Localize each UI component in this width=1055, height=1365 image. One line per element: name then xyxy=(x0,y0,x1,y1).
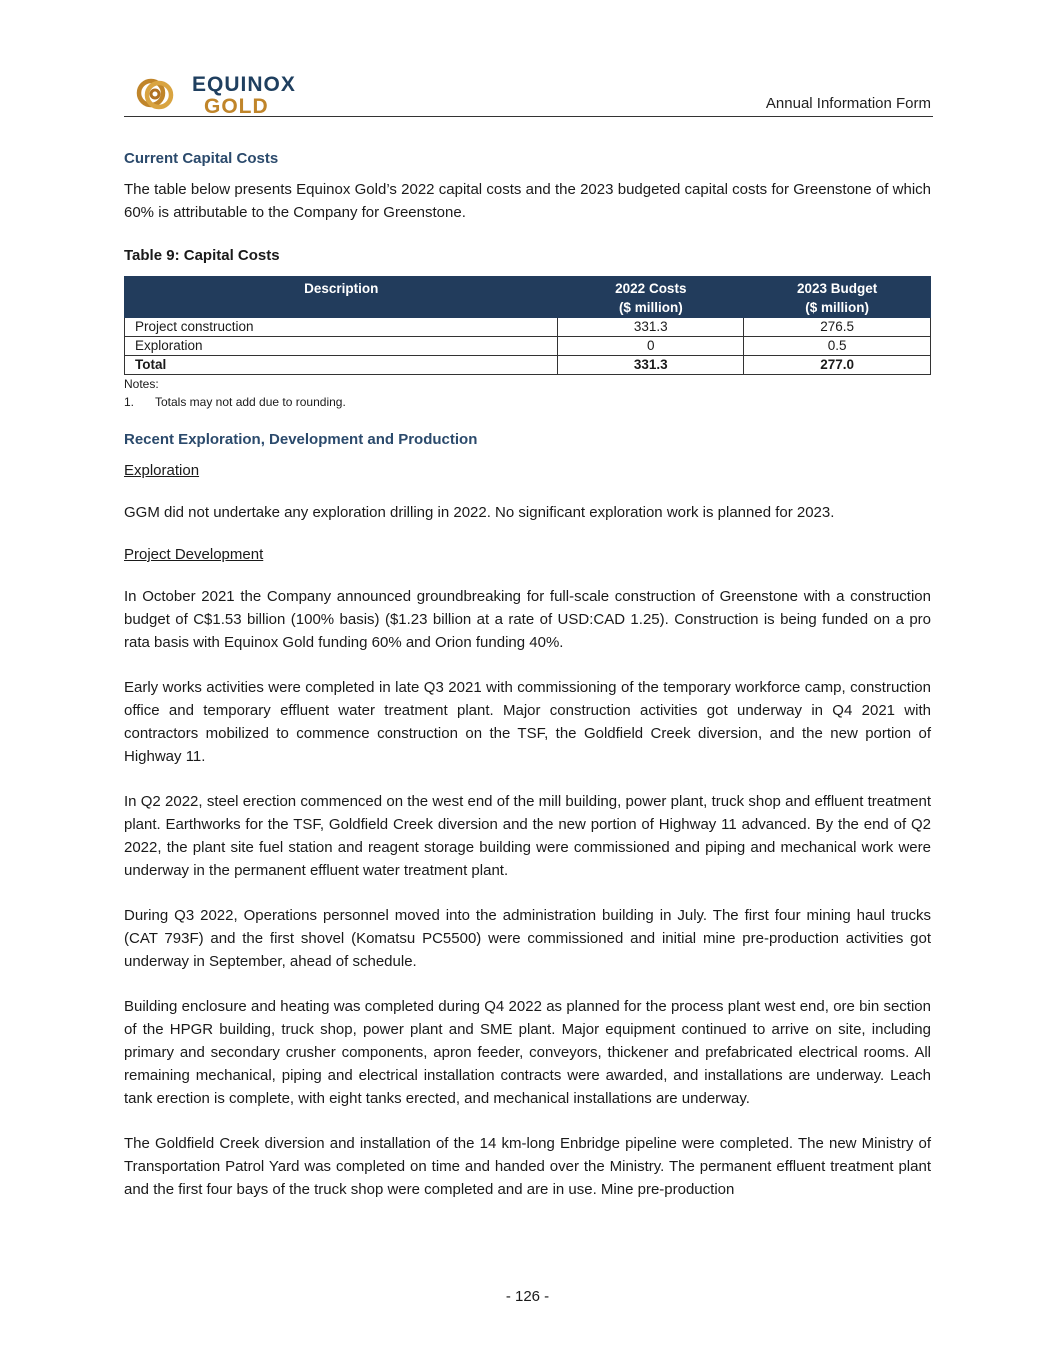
cell-description: Total xyxy=(125,356,558,375)
table-header-row xyxy=(125,277,931,318)
cell-description: Project construction xyxy=(125,318,558,337)
section-heading-recent-exploration: Recent Exploration, Development and Production xyxy=(124,431,478,448)
table-total-row xyxy=(125,356,931,375)
capital-costs-intro: The table below presents Equinox Gold’s 2022 capital costs and the 2023 budgeted capital costs for Greenstone of which 60% is attributable to the Company for Greenstone. xyxy=(124,181,931,221)
logo-text-gold: GOLD xyxy=(204,95,269,118)
column-header-2022-costs: 2022 Costs ($ million) xyxy=(558,277,744,318)
section-heading-capital-costs: Current Capital Costs xyxy=(124,150,279,167)
column-header-2023-budget: 2023 Budget ($ million) xyxy=(744,277,931,318)
table-row xyxy=(125,337,931,356)
paragraph-development-3: In Q2 2022, steel erection commenced on the west end of the mill building, power plant, truck shop and effluent treatment plant. Earthworks for the TSF, Goldfield Creek diversion and the new portion of Highway 11 advanced. By the end of Q2 2022, the plant site fuel station and reagent storage building were commissioned and piping and mechanical work were underway in the permanent effluent water treatment plant. xyxy=(124,793,931,879)
paragraph-development-1: In October 2021 the Company announced groundbreaking for full-scale construction of Greenstone with a construction budget of C$1.53 billion (100% basis) ($1.23 billion at a rate of USD:CAD 1.25). Construction is being funded on a pro rata basis with Equinox Gold funding 60% and Orion funding 40%. xyxy=(124,588,931,651)
page-content xyxy=(124,148,931,1201)
paragraph-exploration: GGM did not undertake any exploration drilling in 2022. No significant exploration work is planned for 2023. xyxy=(124,504,835,521)
cell-2023-budget: 277.0 xyxy=(744,356,931,375)
logo-swirl-icon xyxy=(134,73,176,115)
paragraph-development-5: Building enclosure and heating was completed during Q4 2022 as planned for the process plant west end, ore bin section of the HPGR building, truck shop, power plant and SME plant. Major equipment continued to arrive on site, including primary and secondary crusher components, apron feeder, conveyors, thickener and prefabricated electrical rooms. All remaining mechanical, piping and electrical installation contracts were awarded, and installations are underway. Leach tank erection is complete, with eight tanks erected, and mechanical installations are underway. xyxy=(124,998,931,1107)
subheading-project-development: Project Development xyxy=(124,546,264,563)
cell-2023-budget: 0.5 xyxy=(744,337,931,356)
cell-2022-costs: 331.3 xyxy=(558,318,744,337)
equinox-gold-logo xyxy=(134,72,304,116)
table-caption: Table 9: Capital Costs xyxy=(124,247,280,264)
page-header xyxy=(124,70,933,117)
cell-2023-budget: 276.5 xyxy=(744,318,931,337)
logo-text-equinox: EQUINOX xyxy=(192,73,296,96)
capital-costs-table xyxy=(124,276,931,375)
notes-label: Notes: xyxy=(124,377,159,391)
subheading-exploration: Exploration xyxy=(124,462,200,479)
cell-2022-costs: 0 xyxy=(558,337,744,356)
table-notes xyxy=(124,375,931,411)
document-title: Annual Information Form xyxy=(765,95,931,112)
paragraph-development-4: During Q3 2022, Operations personnel moved into the administration building in July. The first four mining haul trucks (CAT 793F) and the first shovel (Komatsu PC5500) were commissioned and initial mine pre-production activities got underway in September, ahead of schedule. xyxy=(124,907,931,970)
cell-2022-costs: 331.3 xyxy=(558,356,744,375)
column-header-description: Description xyxy=(125,277,558,318)
paragraph-development-2: Early works activities were completed in late Q3 2021 with commissioning of the temporary workforce camp, construction office and temporary effluent water treatment plant. Major construction activities got underway in Q4 2021 with contractors mobilized to commence construction on the TSF, the Goldfield Creek diversion, and the new portion of Highway 11. xyxy=(124,679,931,765)
page-number: - 126 - xyxy=(505,1288,550,1305)
note-item: 1. Totals may not add due to rounding. xyxy=(124,395,346,409)
cell-description: Exploration xyxy=(125,337,558,356)
table-row xyxy=(125,318,931,337)
paragraph-development-6: The Goldfield Creek diversion and installation of the 14 km-long Enbridge pipeline were completed. The new Ministry of Transportation Patrol Yard was completed on time and handed over the Ministry. The permanent effluent treatment plant and the first four bays of the truck shop were completed and are in use. Mine pre-production xyxy=(124,1135,931,1198)
